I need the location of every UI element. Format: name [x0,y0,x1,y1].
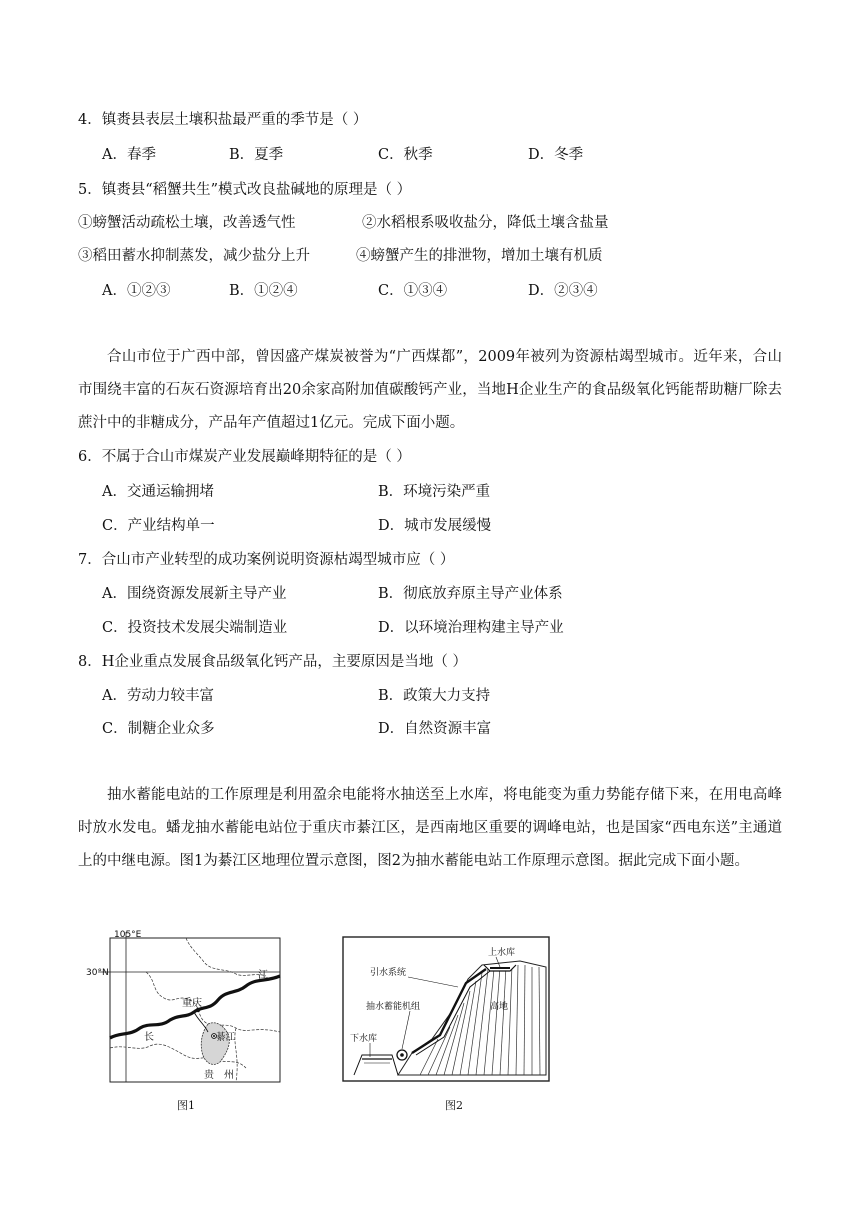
fig1-lon-label: 105°E [114,930,142,940]
q8-option-b: B．政策大力支持 [378,688,491,704]
fig2-label-highland: 高地 [490,1002,509,1012]
fig1-lat-label: 30°N [86,968,109,978]
figure-2-diagram [340,935,552,1085]
q4-option-c: C．秋季 [378,147,433,163]
fig1-label-chang: 长 [144,1032,154,1043]
q6-option-c: C．产业结构单一 [102,518,215,534]
q5-option-d: D．②③④ [528,283,598,299]
q8-option-d: D．自然资源丰富 [378,721,492,737]
figure-2-caption: 图2 [445,1099,463,1112]
q6-option-d: D．城市发展缓慢 [378,518,492,534]
fig1-label-jiang: 江 [258,970,268,981]
q5-statement-4: ④螃蟹产生的排泄物，增加土壤有机质 [356,248,603,264]
q7-option-d: D．以环境治理构建主导产业 [378,620,564,636]
q6-option-a: A．交通运输拥堵 [102,484,214,500]
q4-option-a: A．春季 [102,147,156,163]
fig1-label-zhou: 州 [224,1070,234,1081]
fig2-label-conduit: 引水系统 [370,968,407,978]
figure-1-caption: 图1 [177,1099,195,1112]
q6-option-b: B．环境污染严重 [378,484,491,500]
q5-option-a: A．①②③ [102,283,171,299]
fig1-label-gui: 贵 [204,1070,214,1081]
q8-option-a: A．劳动力较丰富 [102,688,214,704]
fig1-label-qijiang: 綦江 [216,1032,236,1043]
q7-option-c: C．投资技术发展尖端制造业 [102,620,288,636]
fig1-label-chongqing: 重庆 [182,998,202,1009]
q6-stem: 6．不属于合山市煤炭产业发展巅峰期特征的是（ ） [78,449,411,465]
q4-stem: 4．镇赉县表层土壤积盐最严重的季节是（ ） [78,112,368,128]
q8-stem: 8．H企业重点发展食品级氧化钙产品，主要原因是当地（ ） [78,654,467,670]
fig2-label-upper-reservoir: 上水库 [488,948,516,958]
q8-option-c: C．制糖企业众多 [102,721,215,737]
q5-option-b: B．①②④ [229,283,298,299]
q4-option-d: D．冬季 [528,147,584,163]
q5-option-c: C．①③④ [378,283,448,299]
q4-option-b: B．夏季 [229,147,284,163]
q5-statement-2: ②水稻根系吸收盐分，降低土壤含盐量 [362,215,609,231]
fig2-label-unit: 抽水蓄能机组 [366,1002,421,1012]
q5-statement-1: ①螃蟹活动疏松土壤，改善透气性 [78,215,296,231]
q5-statement-3: ③稻田蓄水抑制蒸发，减少盐分上升 [78,248,310,264]
passage-pumped-storage: 抽水蓄能电站的工作原理是利用盈余电能将水抽送至上水库，将电能变为重力势能存储下来，在用电高峰时放水发电。蟠龙抽水蓄能电站位于重庆市綦江区，是西南地区重要的调峰电站，也是国家“西电东送”主通道上的中继电源。图1为綦江区地理位置示意图，图2为抽水蓄能电站工作原理示意图。据此完成下面小题。 [78,787,782,869]
q7-option-b: B．彻底放弃原主导产业体系 [378,586,563,602]
q7-stem: 7．合山市产业转型的成功案例说明资源枯竭型城市应（ ） [78,552,455,568]
q5-stem: 5．镇赉县“稻蟹共生”模式改良盐碱地的原理是（ ） [78,182,412,198]
q7-option-a: A．围绕资源发展新主导产业 [102,586,287,602]
fig2-label-lower-reservoir: 下水库 [350,1034,378,1044]
figure-1-map [86,928,282,1088]
passage-heshan: 合山市位于广西中部，曾因盛产煤炭被誉为“广西煤都”，2009年被列为资源枯竭型城市。近年来，合山市围绕丰富的石灰石资源培育出20余家高附加值碳酸钙产业，当地H企业生产的食品级氧化钙能帮助糖厂除去蔗汁中的非糖成分，产品年产值超过1亿元。完成下面小题。 [78,349,782,431]
